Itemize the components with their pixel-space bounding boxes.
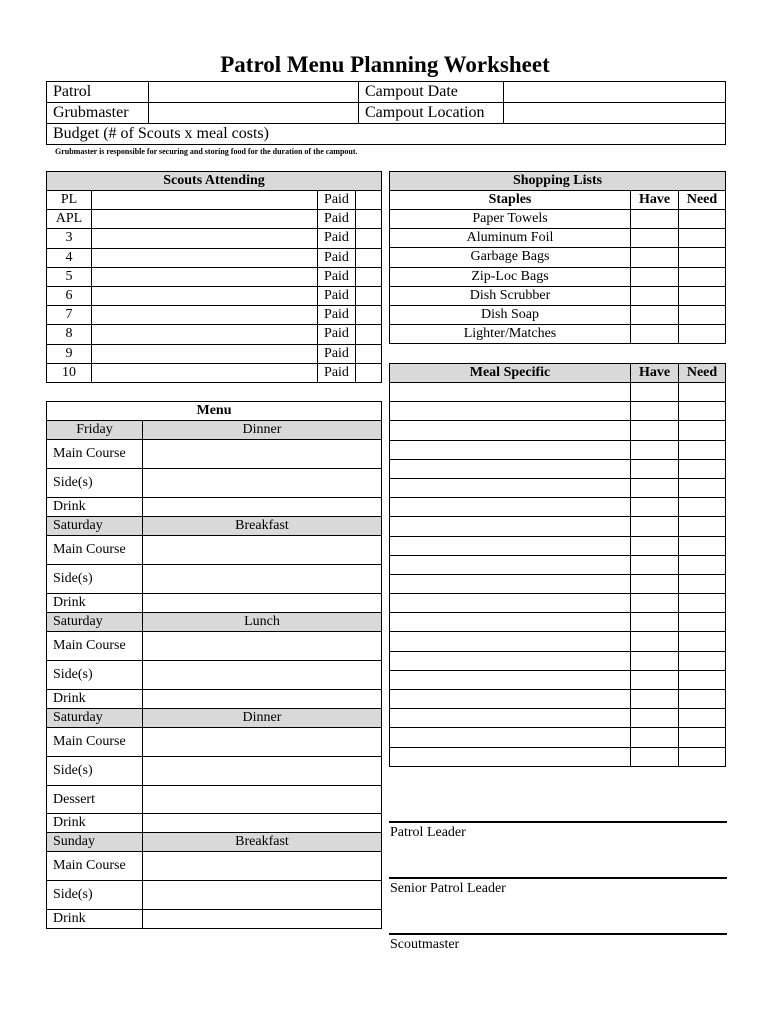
scout-name-field[interactable] [92, 344, 318, 363]
meal-name: Breakfast [143, 833, 382, 852]
patrol-label: Patrol [47, 82, 149, 103]
menu-item-label: Main Course [47, 536, 143, 565]
need-checkbox[interactable] [679, 478, 726, 497]
need-checkbox[interactable] [679, 267, 726, 286]
menu-item-label: Main Course [47, 632, 143, 661]
menu-item-field[interactable] [143, 881, 382, 910]
campout-date-label: Campout Date [359, 82, 504, 103]
need-checkbox[interactable] [679, 325, 726, 344]
meal-item-field[interactable] [390, 613, 631, 632]
grubmaster-field[interactable] [149, 103, 359, 124]
need-checkbox[interactable] [679, 440, 726, 459]
menu-item-row [47, 690, 382, 709]
senior-patrol-leader-label: Senior Patrol Leader [390, 881, 506, 896]
have-checkbox[interactable] [631, 690, 679, 709]
scoutmaster-signature-line[interactable] [389, 933, 727, 935]
have-checkbox[interactable] [631, 459, 679, 478]
meal-name: Lunch [143, 613, 382, 632]
need-checkbox[interactable] [679, 286, 726, 305]
paid-checkbox[interactable] [356, 191, 382, 210]
scout-position: 7 [47, 306, 92, 325]
meal-item-field[interactable] [390, 728, 631, 747]
meal-day: Saturday [47, 613, 143, 632]
menu-item-label: Side(s) [47, 661, 143, 690]
need-checkbox[interactable] [679, 402, 726, 421]
have-checkbox[interactable] [631, 229, 679, 248]
staples-header: Staples [390, 191, 631, 210]
staple-item: Paper Towels [390, 210, 631, 229]
meal-need-header: Need [679, 364, 726, 383]
menu-item-row [47, 661, 382, 690]
have-checkbox[interactable] [631, 325, 679, 344]
need-checkbox[interactable] [679, 229, 726, 248]
meal-header-row [47, 613, 382, 632]
meal-specific-row [390, 574, 726, 593]
campout-location-label: Campout Location [359, 103, 504, 124]
meal-item-field[interactable] [390, 574, 631, 593]
menu-item-row [47, 757, 382, 786]
have-checkbox[interactable] [631, 555, 679, 574]
menu-item-field[interactable] [143, 632, 382, 661]
meal-specific-row [390, 402, 726, 421]
campout-location-field[interactable] [504, 103, 726, 124]
need-checkbox[interactable] [679, 670, 726, 689]
paid-label: Paid [318, 229, 356, 248]
paid-label: Paid [318, 286, 356, 305]
meal-day: Sunday [47, 833, 143, 852]
menu-item-field[interactable] [143, 661, 382, 690]
scout-row [47, 286, 382, 305]
menu-item-row [47, 469, 382, 498]
staple-item: Aluminum Foil [390, 229, 631, 248]
menu-item-row [47, 440, 382, 469]
scouts-attending-table [46, 171, 382, 383]
menu-item-row [47, 728, 382, 757]
paid-checkbox[interactable] [356, 363, 382, 382]
patrol-leader-signature-line[interactable] [389, 821, 727, 823]
scout-position: 6 [47, 286, 92, 305]
scout-row [47, 306, 382, 325]
scout-row [47, 363, 382, 382]
meal-specific-row [390, 613, 726, 632]
meal-header-row [47, 833, 382, 852]
scout-name-field[interactable] [92, 229, 318, 248]
paid-checkbox[interactable] [356, 325, 382, 344]
meal-item-field[interactable] [390, 440, 631, 459]
meal-item-field[interactable] [390, 517, 631, 536]
menu-item-label: Main Course [47, 440, 143, 469]
paid-label: Paid [318, 191, 356, 210]
need-checkbox[interactable] [679, 747, 726, 766]
scout-position: 10 [47, 363, 92, 382]
budget-field[interactable] [47, 124, 726, 145]
have-checkbox[interactable] [631, 747, 679, 766]
paid-checkbox[interactable] [356, 344, 382, 363]
need-header: Need [679, 191, 726, 210]
menu-item-label: Drink [47, 498, 143, 517]
staple-row [390, 325, 726, 344]
have-checkbox[interactable] [631, 286, 679, 305]
meal-day: Saturday [47, 709, 143, 728]
meal-specific-row [390, 728, 726, 747]
paid-checkbox[interactable] [356, 306, 382, 325]
scout-name-field[interactable] [92, 363, 318, 382]
meal-specific-row [390, 498, 726, 517]
have-checkbox[interactable] [631, 498, 679, 517]
paid-checkbox[interactable] [356, 229, 382, 248]
meal-item-field[interactable] [390, 421, 631, 440]
meal-specific-header: Meal Specific [390, 364, 631, 383]
menu-item-label: Drink [47, 814, 143, 833]
have-checkbox[interactable] [631, 383, 679, 402]
have-checkbox[interactable] [631, 248, 679, 267]
staple-item: Dish Soap [390, 305, 631, 324]
paid-label: Paid [318, 248, 356, 267]
have-checkbox[interactable] [631, 210, 679, 229]
have-checkbox[interactable] [631, 709, 679, 728]
staple-row [390, 229, 726, 248]
have-checkbox[interactable] [631, 517, 679, 536]
paid-label: Paid [318, 267, 356, 286]
menu-item-row [47, 536, 382, 565]
scout-row [47, 210, 382, 229]
meal-item-field[interactable] [390, 594, 631, 613]
grubmaster-note: Grubmaster is responsible for securing and storing food for the duration of the campout. [55, 147, 358, 156]
need-checkbox[interactable] [679, 651, 726, 670]
meal-header-row [47, 709, 382, 728]
meal-item-field[interactable] [390, 690, 631, 709]
menu-item-label: Dessert [47, 786, 143, 814]
need-checkbox[interactable] [679, 574, 726, 593]
need-checkbox[interactable] [679, 709, 726, 728]
menu-item-field[interactable] [143, 690, 382, 709]
menu-item-label: Side(s) [47, 565, 143, 594]
menu-item-field[interactable] [143, 814, 382, 833]
menu-item-field[interactable] [143, 469, 382, 498]
need-checkbox[interactable] [679, 632, 726, 651]
need-checkbox[interactable] [679, 594, 726, 613]
menu-item-row [47, 565, 382, 594]
need-checkbox[interactable] [679, 383, 726, 402]
meal-header-row [47, 517, 382, 536]
meal-item-field[interactable] [390, 632, 631, 651]
campout-info-table [46, 81, 726, 145]
scout-position: 8 [47, 325, 92, 344]
menu-item-label: Side(s) [47, 757, 143, 786]
page-title: Patrol Menu Planning Worksheet [220, 52, 550, 77]
meal-specific-row [390, 383, 726, 402]
scout-name-field[interactable] [92, 286, 318, 305]
scout-name-field[interactable] [92, 248, 318, 267]
menu-item-field[interactable] [143, 757, 382, 786]
need-checkbox[interactable] [679, 210, 726, 229]
need-checkbox[interactable] [679, 248, 726, 267]
menu-item-field[interactable] [143, 852, 382, 881]
have-header: Have [631, 191, 679, 210]
menu-item-field[interactable] [143, 498, 382, 517]
meal-item-field[interactable] [390, 555, 631, 574]
scout-row [47, 248, 382, 267]
menu-table [46, 401, 382, 929]
scoutmaster-label: Scoutmaster [390, 937, 460, 952]
meal-specific-row [390, 478, 726, 497]
menu-item-label: Main Course [47, 852, 143, 881]
menu-item-field[interactable] [143, 594, 382, 613]
meal-specific-row [390, 517, 726, 536]
menu-item-row [47, 632, 382, 661]
meal-name: Dinner [143, 709, 382, 728]
patrol-field[interactable] [149, 82, 359, 103]
budget-label: Budget (# of Scouts x meal costs) [53, 125, 269, 142]
meal-specific-row [390, 594, 726, 613]
meal-item-field[interactable] [390, 459, 631, 478]
scout-name-field[interactable] [92, 267, 318, 286]
menu-item-row [47, 852, 382, 881]
menu-item-field[interactable] [143, 910, 382, 929]
meal-specific-row [390, 555, 726, 574]
have-checkbox[interactable] [631, 651, 679, 670]
have-checkbox[interactable] [631, 267, 679, 286]
menu-item-label: Drink [47, 690, 143, 709]
meal-item-field[interactable] [390, 383, 631, 402]
shopping-lists-header: Shopping Lists [390, 172, 726, 191]
have-checkbox[interactable] [631, 440, 679, 459]
staple-item: Garbage Bags [390, 248, 631, 267]
meal-specific-row [390, 670, 726, 689]
senior-patrol-leader-signature-line[interactable] [389, 877, 727, 879]
meal-specific-row [390, 709, 726, 728]
scout-position: 5 [47, 267, 92, 286]
have-checkbox[interactable] [631, 613, 679, 632]
scout-row [47, 267, 382, 286]
meal-name: Breakfast [143, 517, 382, 536]
meal-header-row [47, 421, 382, 440]
meal-specific-row [390, 536, 726, 555]
have-checkbox[interactable] [631, 478, 679, 497]
scout-row [47, 325, 382, 344]
meal-day: Saturday [47, 517, 143, 536]
menu-item-row [47, 498, 382, 517]
need-checkbox[interactable] [679, 498, 726, 517]
menu-item-field[interactable] [143, 786, 382, 814]
scout-row [47, 191, 382, 210]
menu-item-row [47, 814, 382, 833]
menu-item-label: Main Course [47, 728, 143, 757]
paid-label: Paid [318, 325, 356, 344]
menu-item-field[interactable] [143, 728, 382, 757]
meal-item-field[interactable] [390, 478, 631, 497]
scout-row [47, 344, 382, 363]
scout-name-field[interactable] [92, 306, 318, 325]
meal-day: Friday [47, 421, 143, 440]
have-checkbox[interactable] [631, 594, 679, 613]
meal-item-field[interactable] [390, 536, 631, 555]
paid-checkbox[interactable] [356, 267, 382, 286]
meal-specific-row [390, 690, 726, 709]
meal-item-field[interactable] [390, 709, 631, 728]
meal-item-field[interactable] [390, 651, 631, 670]
scout-position: 9 [47, 344, 92, 363]
meal-specific-row [390, 651, 726, 670]
menu-item-row [47, 910, 382, 929]
staple-item: Dish Scrubber [390, 286, 631, 305]
meal-specific-row [390, 632, 726, 651]
meal-have-header: Have [631, 364, 679, 383]
have-checkbox[interactable] [631, 536, 679, 555]
have-checkbox[interactable] [631, 632, 679, 651]
staple-item: Lighter/Matches [390, 325, 631, 344]
scouts-attending-header: Scouts Attending [47, 172, 382, 191]
staple-row [390, 210, 726, 229]
meal-specific-table [389, 363, 726, 767]
scout-name-field[interactable] [92, 325, 318, 344]
need-checkbox[interactable] [679, 305, 726, 324]
paid-label: Paid [318, 306, 356, 325]
have-checkbox[interactable] [631, 670, 679, 689]
need-checkbox[interactable] [679, 459, 726, 478]
scout-name-field[interactable] [92, 191, 318, 210]
have-checkbox[interactable] [631, 421, 679, 440]
have-checkbox[interactable] [631, 402, 679, 421]
paid-label: Paid [318, 210, 356, 229]
scout-name-field[interactable] [92, 210, 318, 229]
scout-row [47, 229, 382, 248]
menu-item-label: Drink [47, 910, 143, 929]
need-checkbox[interactable] [679, 555, 726, 574]
menu-item-field[interactable] [143, 565, 382, 594]
staple-row [390, 267, 726, 286]
meal-specific-row [390, 747, 726, 766]
have-checkbox[interactable] [631, 305, 679, 324]
scout-position: 4 [47, 248, 92, 267]
campout-date-field[interactable] [504, 82, 726, 103]
menu-item-label: Side(s) [47, 469, 143, 498]
meal-specific-row [390, 459, 726, 478]
menu-item-label: Side(s) [47, 881, 143, 910]
scout-position: PL [47, 191, 92, 210]
staple-row [390, 286, 726, 305]
meal-specific-row [390, 421, 726, 440]
need-checkbox[interactable] [679, 517, 726, 536]
scout-position: APL [47, 210, 92, 229]
menu-item-field[interactable] [143, 536, 382, 565]
menu-item-label: Drink [47, 594, 143, 613]
scout-position: 3 [47, 229, 92, 248]
paid-label: Paid [318, 363, 356, 382]
meal-item-field[interactable] [390, 402, 631, 421]
staple-item: Zip-Loc Bags [390, 267, 631, 286]
need-checkbox[interactable] [679, 536, 726, 555]
staple-row [390, 248, 726, 267]
have-checkbox[interactable] [631, 574, 679, 593]
paid-label: Paid [318, 344, 356, 363]
grubmaster-label: Grubmaster [47, 103, 149, 124]
meal-specific-row [390, 440, 726, 459]
paid-checkbox[interactable] [356, 286, 382, 305]
menu-item-row [47, 594, 382, 613]
staples-table [389, 171, 726, 344]
paid-checkbox[interactable] [356, 248, 382, 267]
need-checkbox[interactable] [679, 690, 726, 709]
need-checkbox[interactable] [679, 421, 726, 440]
meal-item-field[interactable] [390, 498, 631, 517]
paid-checkbox[interactable] [356, 210, 382, 229]
menu-item-row [47, 786, 382, 814]
meal-name: Dinner [143, 421, 382, 440]
need-checkbox[interactable] [679, 728, 726, 747]
have-checkbox[interactable] [631, 728, 679, 747]
staple-row [390, 305, 726, 324]
meal-item-field[interactable] [390, 747, 631, 766]
menu-item-row [47, 881, 382, 910]
patrol-leader-label: Patrol Leader [390, 825, 466, 840]
need-checkbox[interactable] [679, 613, 726, 632]
menu-header: Menu [47, 402, 382, 421]
menu-item-field[interactable] [143, 440, 382, 469]
meal-item-field[interactable] [390, 670, 631, 689]
